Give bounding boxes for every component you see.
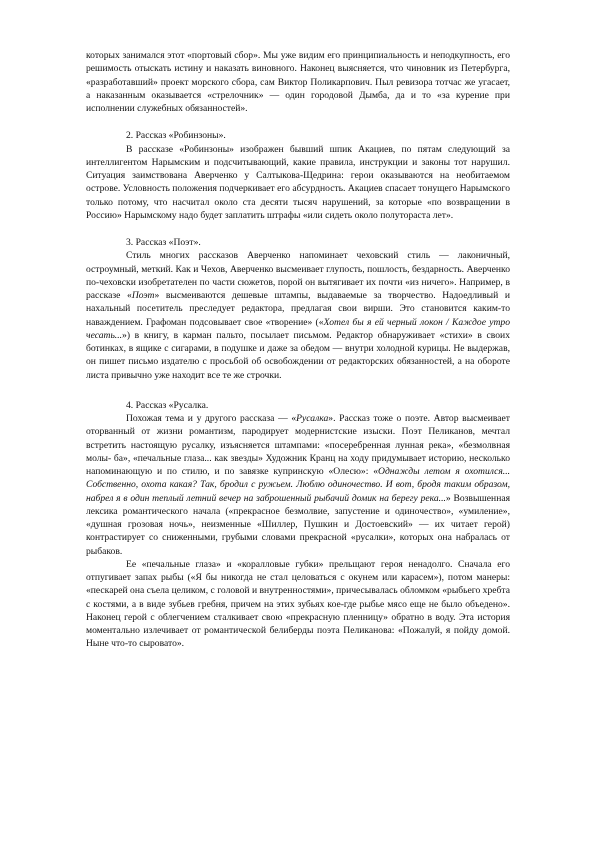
rusalka-text-1: Похожая тема и у другого рассказа — « [126,413,297,424]
poet-paragraph [86,249,510,382]
document-page [86,49,510,651]
rusalka-paragraph-2: Ее «печальные глаза» и «коралловые губки» прельщают героя ненадолго. Сначала его отпугивает запах рыбы («Я бы никогда не стал целоваться с окунем или карасем»), потом манеры: «пескарей она съела целиком, с головой и внутренностями», причесывалась обломком «рыбьего хребта с костями, а в виде зубьев гребня, причем на этих зубьях кое-где рыбье мясо еще не было объедено». Наконец герой с облегчением сталкивает свою «прекрасную пленницу» обратно в воду. Эта история моментально излечивает от романтической белиберды поэта Пеликанова: «Пожалуй, я пойду домой. Ныне что-то сыровато». [86,558,510,650]
section-heading-poet: 3. Рассказ «Поэт». [126,237,201,248]
poet-text-1: Стиль многих рассказов Аверченко напоминает чеховский стиль — лаконичный, остроумный, меткий. Как и Чехов, Аверченко высмеивает глупость, пошлость, бездарность. Аверченко по-чеховски изобретателен по части сюжетов, порой он вытягивает их почти «из ничего». Например, в рассказе « [86,250,510,301]
poet-text-3: ») в книгу, в карман пальто, посылает письмом. Редактор обнаруживает «стихи» в своих ботинках, в ящике с сигарами, в подушке и даже за обедом — внутри холодной курицы. Не выдержав, он пишет письмо издателю с просьбой об освобождении от редакторских обязанностей, а на обороте листа привычно уже находит все те же строчки. [86,329,510,381]
poet-title: Поэт [131,290,155,301]
rusalka-title: Русалка [296,413,329,424]
rusalka-text-3: » Возвышенная лексика романтического начала («прекрасное безмолвие, запустение и одиночество», «умиление», «душная грозовая ночь», неизменные «Шиллер, Пушкин и Достоевский» — их читает герой) контрастирует со сниженными, грубыми словами прекрасной «русалки», которых она набралась от рыбаков. [86,492,510,557]
rusalka-paragraph [86,412,510,558]
section-heading-rusalka: 4. Рассказ «Русалка. [126,399,209,411]
rusalka-text-2: ». Рассказ тоже о поэте. Автор высмеивает оторванный от жизни романтизм, пародирует модернистские изыски. Поэт Пеликанов, мечтал встретить настоящую русалку, изъясняется штампами: «посеребренная лунная река», «безмолвная молы- бa», «печальные глаза... как звезды» Художник Кранц на ходу придумывает историю, несколько напоминающую и по стилю, и по завязке купринскую «Олесю»: « [86,413,510,477]
rusalka-quote: Однажды летом я охотился... Собственно, охота какая? Так, бродил с ружьем. Люблю одиночество. И вот, бродя таким образом, набрел я в один теплый летний вечер на заброшенный рыбачий домик на берегу река... [86,466,510,504]
intro-paragraph: которых занимался этот «портовый сбор». Мы уже видим его принципиальность и неподкупность, его решимость отыскать истину и наказать виновного. Наконец выясняется, что чиновник из Петербурга, «разработавший» проект морского сбора, сам Виктор Поликарпович. Пыл ревизора тотчас же угасает, а наказанным оказывается «стрелочник» — один городовой Дымба, да и то «за курение при исполнении служебных обязанностей». [86,50,510,114]
robinzony-paragraph: В рассказе «Робинзоны» изображен бывший шпик Акациев, по пятам следующий за интеллигентом Нарымским и подсчитывающий, какие правила, инструкции и законы тот нарушил. Ситуация заимствована Аверченко у Салтыкова-Щедрина: герои оказываются на необитаемом острове. Условность положения подчеркивает его абсурдность. Акациев спасает тонущего Нарымского только потому, что насчитал около ста десяти тысяч нарушений, за которые «по возвращении в Россию» Нарымскому надо будет заплатить штрафы «или сидеть около полутораста лет». [86,143,510,221]
section-heading-robinzony: 2. Рассказ «Робинзоны». [126,130,226,142]
poet-quote: Хотел бы я ей черный локон / Каждое утро чесать... [86,316,511,341]
poet-text-2: » высмеиваются дешевые штампы, выдаваемые за творчество. Надоедливый и нахальный посетитель преследует редактора, предлагая свои вирши. Это становится каким-то наваждением. Графоман подсовывает свое «творение» (« [86,290,510,328]
